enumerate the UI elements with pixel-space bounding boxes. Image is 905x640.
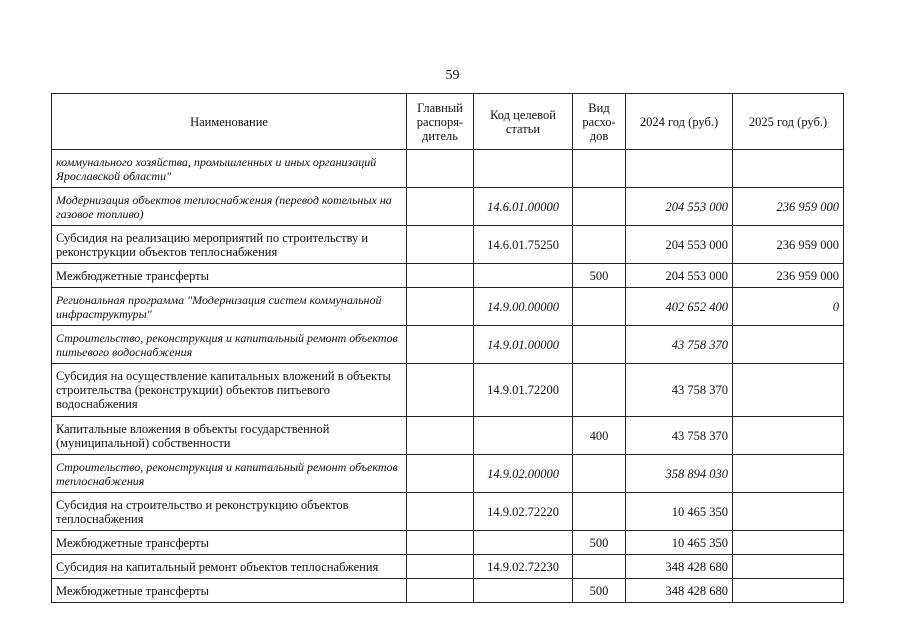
row-name: Межбюджетные трансферты (52, 531, 407, 555)
page-number: 59 (445, 68, 460, 83)
table-row (52, 455, 844, 493)
row-expense-type (573, 188, 626, 226)
row-name: Региональная программа "Модернизация систем коммунальной инфраструктуры" (52, 288, 407, 326)
row-expense-type: 500 (573, 264, 626, 288)
row-main-manager (407, 364, 474, 417)
row-amount-2024: 43 758 370 (626, 326, 733, 364)
row-expense-type (573, 364, 626, 417)
header-row (52, 94, 844, 150)
header-2025: 2025 год (руб.) (733, 94, 844, 150)
row-main-manager (407, 264, 474, 288)
table-row (52, 417, 844, 455)
row-amount-2025 (733, 326, 844, 364)
row-name: Межбюджетные трансферты (52, 264, 407, 288)
row-target-code: 14.9.02.00000 (474, 455, 573, 493)
table-row (52, 364, 844, 417)
row-amount-2024: 10 465 350 (626, 493, 733, 531)
row-amount-2025 (733, 531, 844, 555)
row-main-manager (407, 417, 474, 455)
row-name: Субсидия на строительство и реконструкцию объектов теплоснабжения (52, 493, 407, 531)
row-expense-type (573, 555, 626, 579)
row-target-code (474, 579, 573, 603)
row-name: Капитальные вложения в объекты государственной (муниципальной) собственности (52, 417, 407, 455)
table-row (52, 150, 844, 188)
row-target-code: 14.9.02.72220 (474, 493, 573, 531)
row-main-manager (407, 579, 474, 603)
row-expense-type (573, 326, 626, 364)
row-expense-type: 500 (573, 531, 626, 555)
row-main-manager (407, 555, 474, 579)
row-amount-2025: 236 959 000 (733, 226, 844, 264)
row-main-manager (407, 288, 474, 326)
row-expense-type (573, 455, 626, 493)
row-target-code: 14.6.01.75250 (474, 226, 573, 264)
row-expense-type (573, 150, 626, 188)
row-target-code: 14.6.01.00000 (474, 188, 573, 226)
row-main-manager (407, 326, 474, 364)
table-row (52, 288, 844, 326)
header-name: Наименование (52, 94, 407, 150)
row-target-code (474, 150, 573, 188)
row-amount-2025 (733, 579, 844, 603)
table-body (52, 150, 844, 603)
row-amount-2024: 43 758 370 (626, 417, 733, 455)
table-row (52, 579, 844, 603)
row-target-code: 14.9.01.00000 (474, 326, 573, 364)
header-main-manager: Главный распоря-дитель (407, 94, 474, 150)
row-main-manager (407, 226, 474, 264)
row-amount-2024: 348 428 680 (626, 555, 733, 579)
row-amount-2024: 358 894 030 (626, 455, 733, 493)
table-row (52, 531, 844, 555)
row-name: Субсидия на осуществление капитальных вложений в объекты строительства (реконструкции) объектов питьевого водоснабжения (52, 364, 407, 417)
row-amount-2024: 204 553 000 (626, 226, 733, 264)
row-target-code (474, 417, 573, 455)
table-row (52, 493, 844, 531)
row-name: Межбюджетные трансферты (52, 579, 407, 603)
table-row (52, 188, 844, 226)
row-expense-type: 500 (573, 579, 626, 603)
row-amount-2025 (733, 455, 844, 493)
row-amount-2025: 236 959 000 (733, 188, 844, 226)
row-target-code: 14.9.02.72230 (474, 555, 573, 579)
row-main-manager (407, 188, 474, 226)
row-amount-2024: 204 553 000 (626, 188, 733, 226)
row-amount-2025 (733, 493, 844, 531)
row-main-manager (407, 531, 474, 555)
row-name: Субсидия на реализацию мероприятий по строительству и реконструкции объектов теплоснабжения (52, 226, 407, 264)
row-target-code: 14.9.01.72200 (474, 364, 573, 417)
row-name: коммунального хозяйства, промышленных и иных организаций Ярославской области" (52, 150, 407, 188)
row-main-manager (407, 150, 474, 188)
row-expense-type (573, 226, 626, 264)
row-main-manager (407, 493, 474, 531)
table-row (52, 326, 844, 364)
row-name: Строительство, реконструкция и капитальный ремонт объектов питьевого водоснабжения (52, 326, 407, 364)
row-amount-2024: 204 553 000 (626, 264, 733, 288)
row-amount-2025 (733, 364, 844, 417)
table-row (52, 555, 844, 579)
row-main-manager (407, 455, 474, 493)
row-target-code: 14.9.00.00000 (474, 288, 573, 326)
row-amount-2024: 10 465 350 (626, 531, 733, 555)
budget-table (51, 93, 844, 603)
row-amount-2024: 43 758 370 (626, 364, 733, 417)
row-name: Субсидия на капитальный ремонт объектов теплоснабжения (52, 555, 407, 579)
table-row (52, 226, 844, 264)
row-target-code (474, 531, 573, 555)
row-amount-2025 (733, 417, 844, 455)
row-amount-2024: 348 428 680 (626, 579, 733, 603)
row-expense-type (573, 493, 626, 531)
table-row (52, 264, 844, 288)
row-amount-2025 (733, 150, 844, 188)
row-amount-2024: 402 652 400 (626, 288, 733, 326)
header-target-code: Код целевой статьи (474, 94, 573, 150)
row-amount-2025: 0 (733, 288, 844, 326)
row-name: Модернизация объектов теплоснабжения (перевод котельных на газовое топливо) (52, 188, 407, 226)
row-amount-2024 (626, 150, 733, 188)
header-expense-type: Вид расхо-дов (573, 94, 626, 150)
row-expense-type (573, 288, 626, 326)
row-amount-2025 (733, 555, 844, 579)
header-2024: 2024 год (руб.) (626, 94, 733, 150)
row-target-code (474, 264, 573, 288)
row-amount-2025: 236 959 000 (733, 264, 844, 288)
row-name: Строительство, реконструкция и капитальный ремонт объектов теплоснабжения (52, 455, 407, 493)
row-expense-type: 400 (573, 417, 626, 455)
